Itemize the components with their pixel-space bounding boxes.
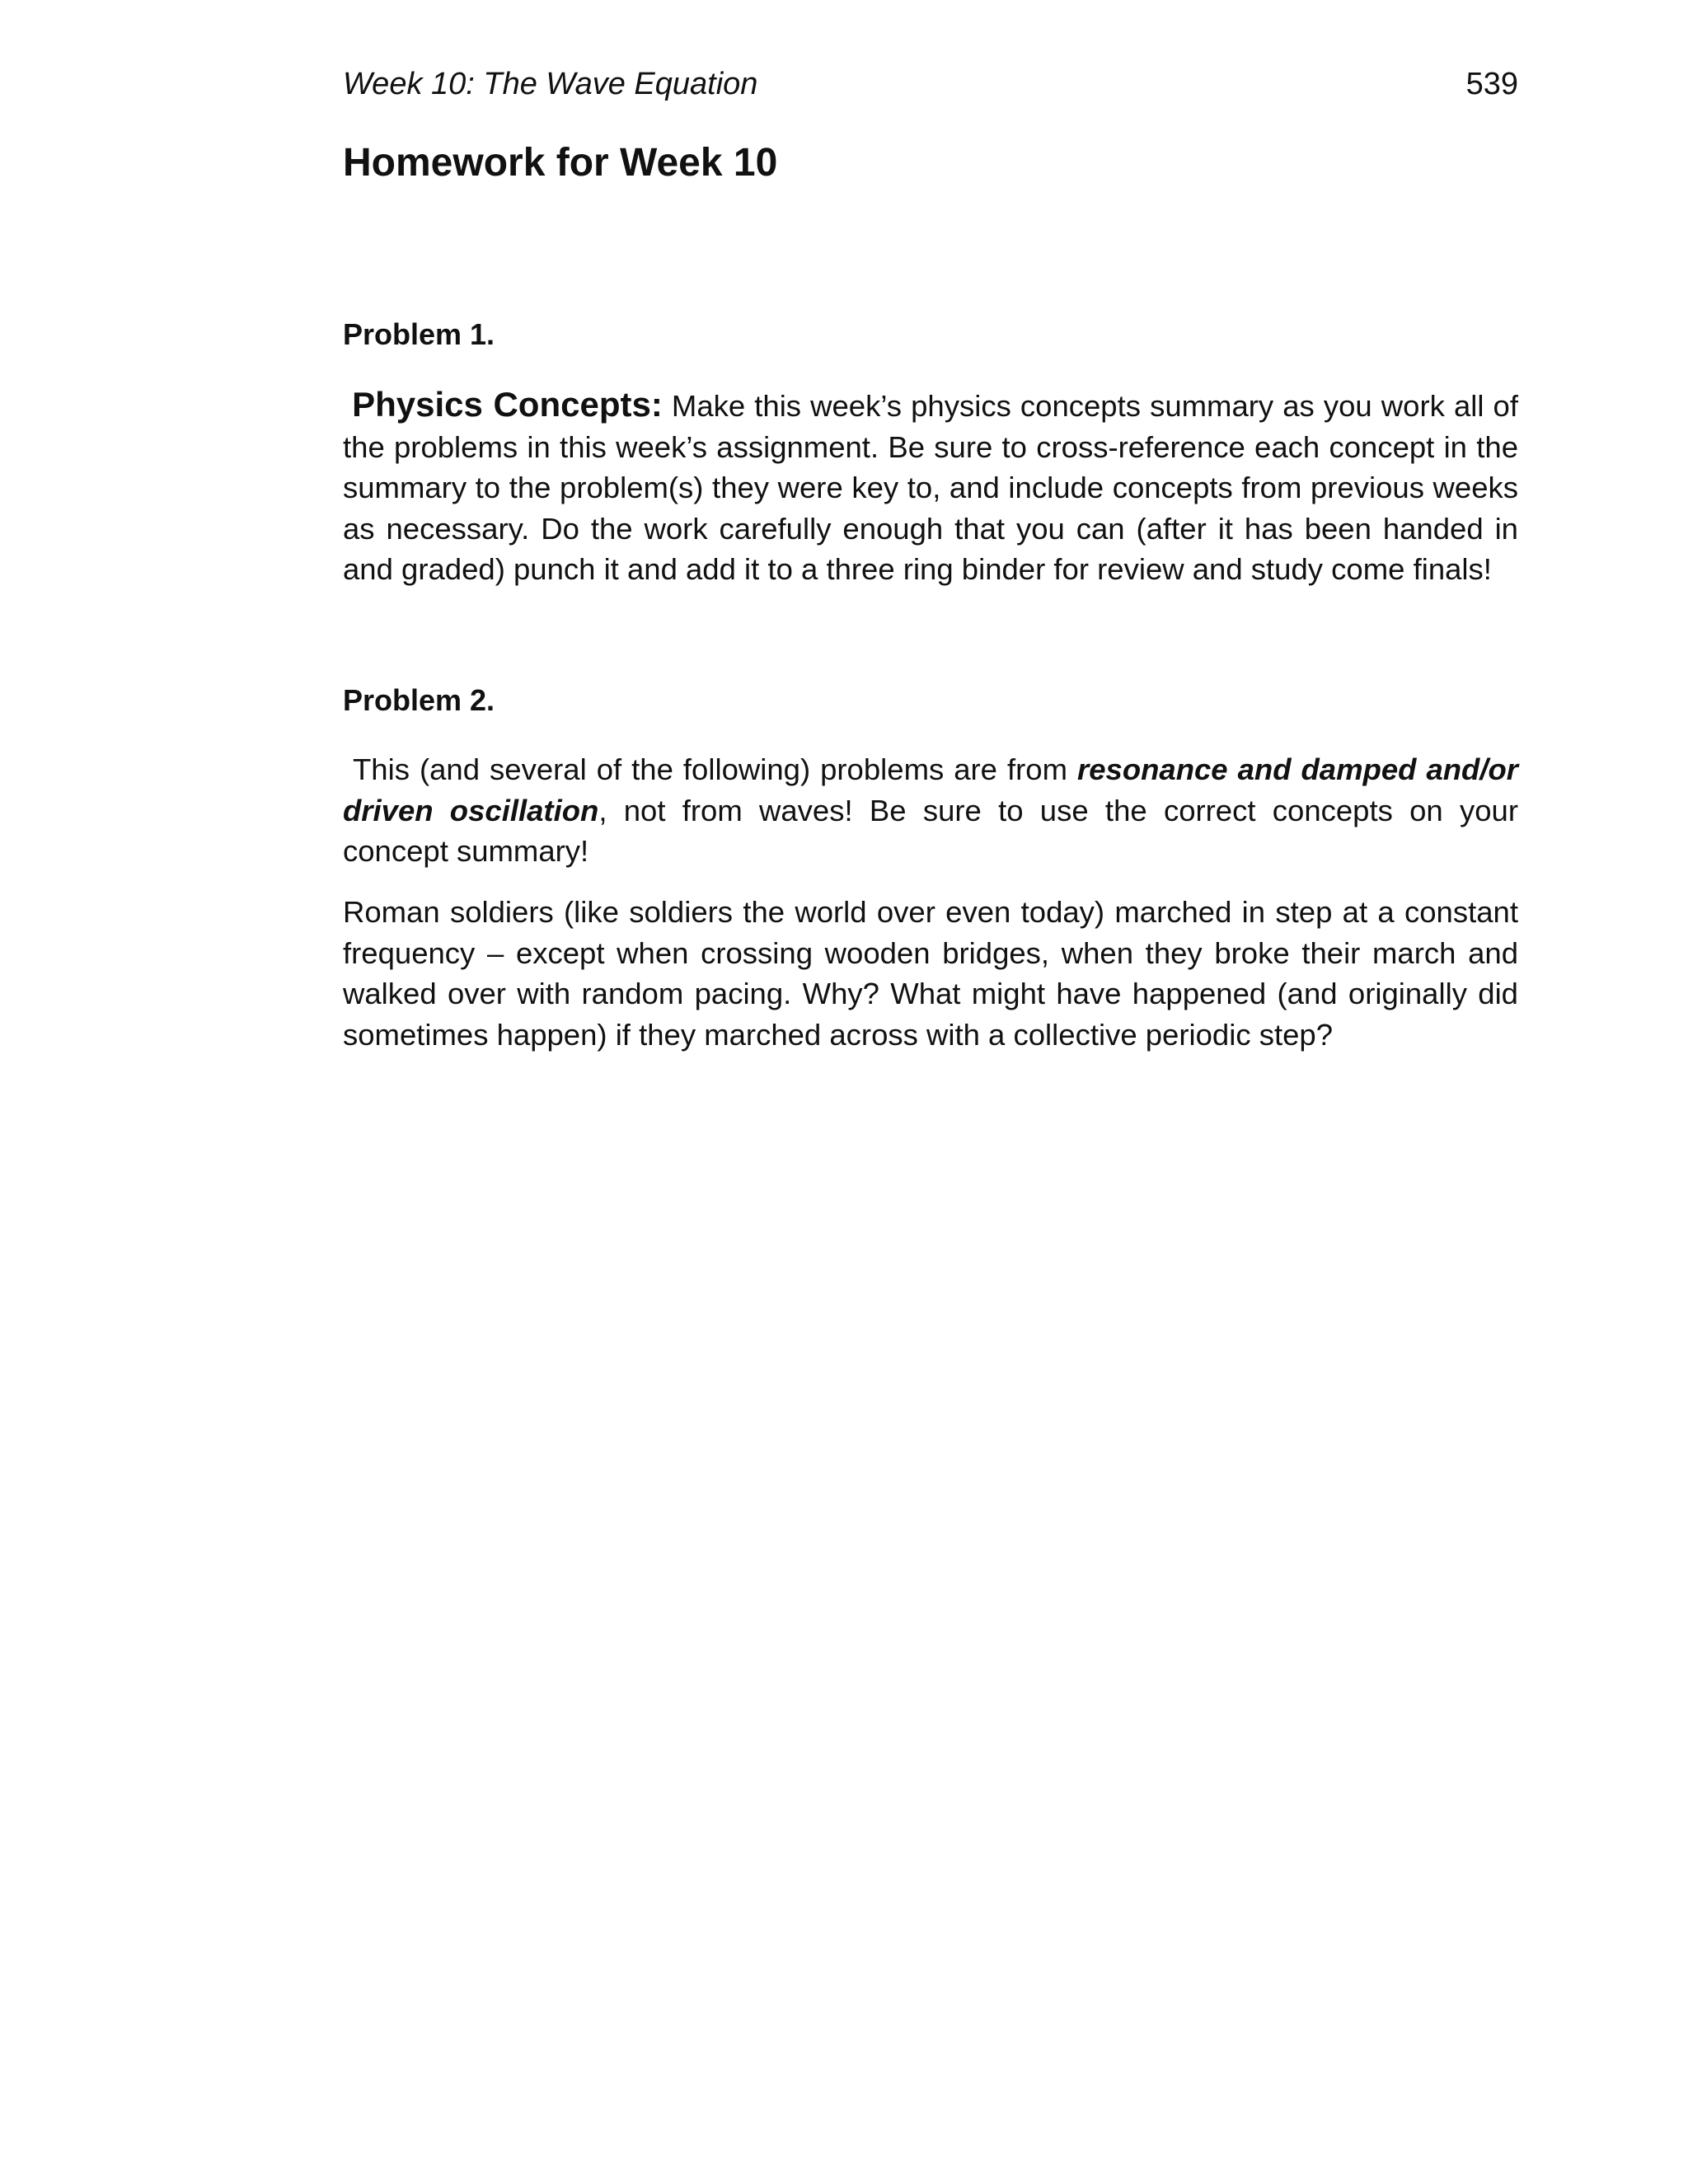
physics-concepts-label: Physics Concepts: xyxy=(352,385,663,424)
running-title: Week 10: The Wave Equation xyxy=(343,67,758,101)
running-header xyxy=(343,64,1518,104)
problem-2-heading: Problem 2. xyxy=(343,683,495,717)
problem-1-heading: Problem 1. xyxy=(343,317,495,351)
problem-2-intro xyxy=(343,749,1518,872)
problem-2-body: Roman soldiers (like soldiers the world over even today) marched in step at a constant frequency – except when crossing wooden bridges, when they broke their march and walked over with random pacing. Why? What might have happened (and originally did sometimes happen) if they marched across with a collective periodic step? xyxy=(343,895,1518,1052)
problem-2-intro-after: , not from waves! Be sure to use the correct concepts on your concept summary! xyxy=(343,793,1519,868)
section-title: Homework for Week 10 xyxy=(343,141,778,185)
problem-1-body: Make this week’s physics concepts summary as you work all of the problems in this week’s assignment. Be sure to cross-reference each concept in the summary to the problem(s) they were key to, and include concepts from previous weeks as necessary. Do the work carefully enough that you can (after it has been handed in and graded) punch it and add it to a three ring binder for review and study come finals! xyxy=(343,389,1518,586)
problem-2-intro-before: This (and several of the following) problems are from xyxy=(353,752,1078,786)
problem-1-text xyxy=(343,384,1518,590)
problem-2-intro-emphasis: resonance and damped and/or driven oscillation xyxy=(343,752,1518,827)
page-number: 539 xyxy=(1465,67,1518,101)
